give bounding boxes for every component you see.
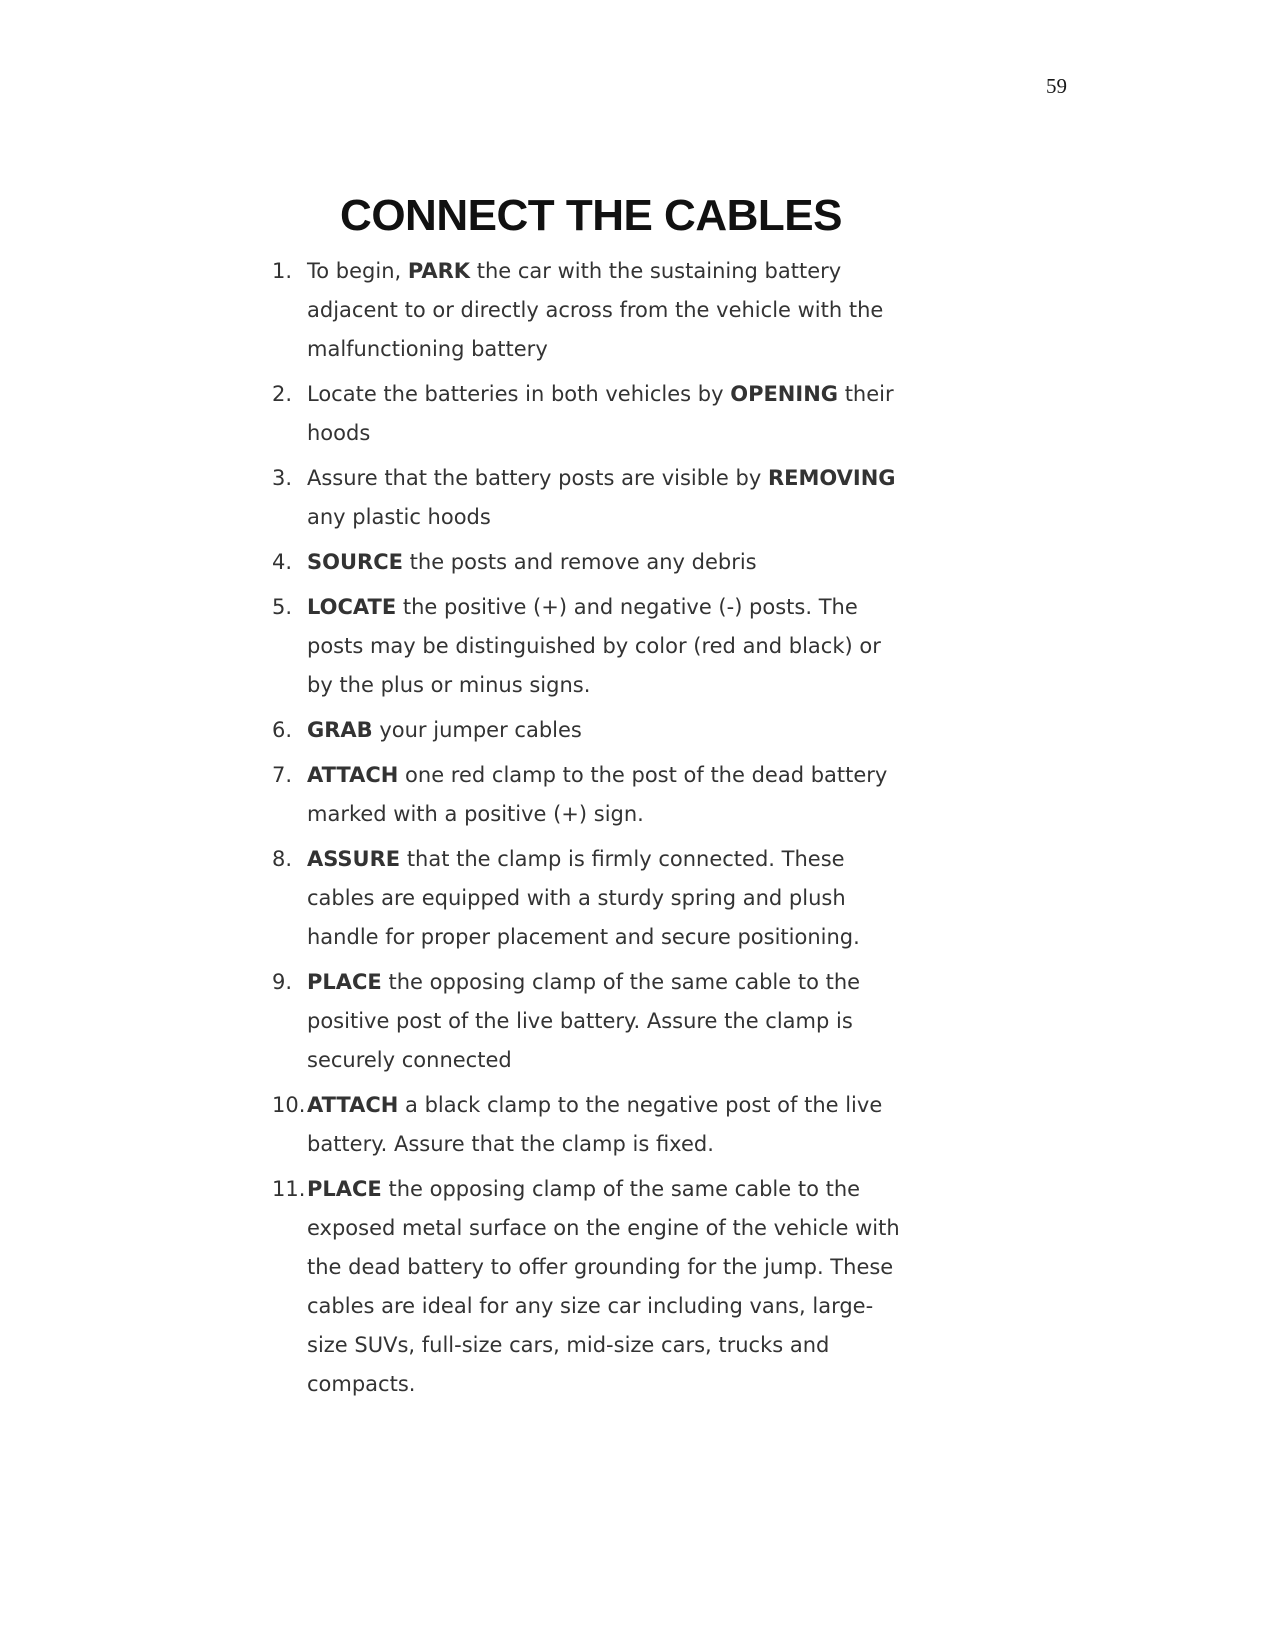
step-text: your jumper cables <box>372 718 582 742</box>
step-keyword: ASSURE <box>307 847 401 871</box>
step-text: a black clamp to the negative post of the live battery. Assure that the clamp is fixed. <box>307 1093 883 1156</box>
list-item <box>272 543 912 582</box>
step-keyword: PLACE <box>307 970 382 994</box>
step-lead: Locate the batteries in both vehicles by <box>307 382 731 406</box>
step-number: 7. <box>272 763 293 787</box>
step-number: 2. <box>272 382 293 406</box>
list-item <box>272 711 912 750</box>
step-number: 8. <box>272 847 293 871</box>
step-text: any plastic hoods <box>307 505 491 529</box>
step-text: the opposing clamp of the same cable to the exposed metal surface on the engine of the vehicle with the dead battery to offer grounding for the jump. These cables are ideal for any size car including vans, large-size SUVs, full-size cars, mid-size cars, trucks and compacts. <box>307 1177 900 1396</box>
step-text: the posts and remove any debris <box>402 550 757 574</box>
list-item <box>272 588 912 705</box>
step-keyword: LOCATE <box>307 595 397 619</box>
step-keyword: SOURCE <box>307 550 403 574</box>
page-number: 59 <box>1046 74 1067 98</box>
step-keyword: GRAB <box>307 718 373 742</box>
list-item <box>272 963 912 1080</box>
step-keyword: PLACE <box>307 1177 382 1201</box>
step-keyword: OPENING <box>730 382 839 406</box>
list-item <box>272 252 912 369</box>
step-text: the positive (+) and negative (-) posts. The posts may be distinguished by color (red and black) or by the plus or minus signs. <box>307 595 881 697</box>
step-text: the car with the sustaining battery adjacent to or directly across from the vehicle with the malfunctioning battery <box>307 259 884 361</box>
step-keyword: REMOVING <box>767 466 896 490</box>
step-lead: Assure that the battery posts are visible by <box>307 466 768 490</box>
step-number: 3. <box>272 466 293 490</box>
step-text: that the clamp is firmly connected. These cables are equipped with a sturdy spring and plush handle for proper placement and secure positioning. <box>307 847 860 949</box>
list-item <box>272 840 912 957</box>
step-number: 11. <box>272 1177 306 1201</box>
list-item <box>272 1086 912 1164</box>
steps-list <box>272 252 912 1410</box>
step-keyword: PARK <box>407 259 471 283</box>
step-lead: To begin, <box>307 259 408 283</box>
step-number: 9. <box>272 970 293 994</box>
step-number: 4. <box>272 550 293 574</box>
step-text: their hoods <box>307 382 894 445</box>
step-text: one red clamp to the post of the dead battery marked with a positive (+) sign. <box>307 763 888 826</box>
page-title: CONNECT THE CABLES <box>340 191 842 241</box>
step-number: 1. <box>272 259 293 283</box>
step-keyword: ATTACH <box>307 1093 399 1117</box>
step-keyword: ATTACH <box>307 763 399 787</box>
list-item <box>272 459 912 537</box>
step-number: 10. <box>272 1093 306 1117</box>
step-text: the opposing clamp of the same cable to the positive post of the live battery. Assure the clamp is securely connected <box>307 970 861 1072</box>
list-item <box>272 1170 912 1404</box>
list-item <box>272 756 912 834</box>
list-item <box>272 375 912 453</box>
step-number: 6. <box>272 718 293 742</box>
step-number: 5. <box>272 595 293 619</box>
